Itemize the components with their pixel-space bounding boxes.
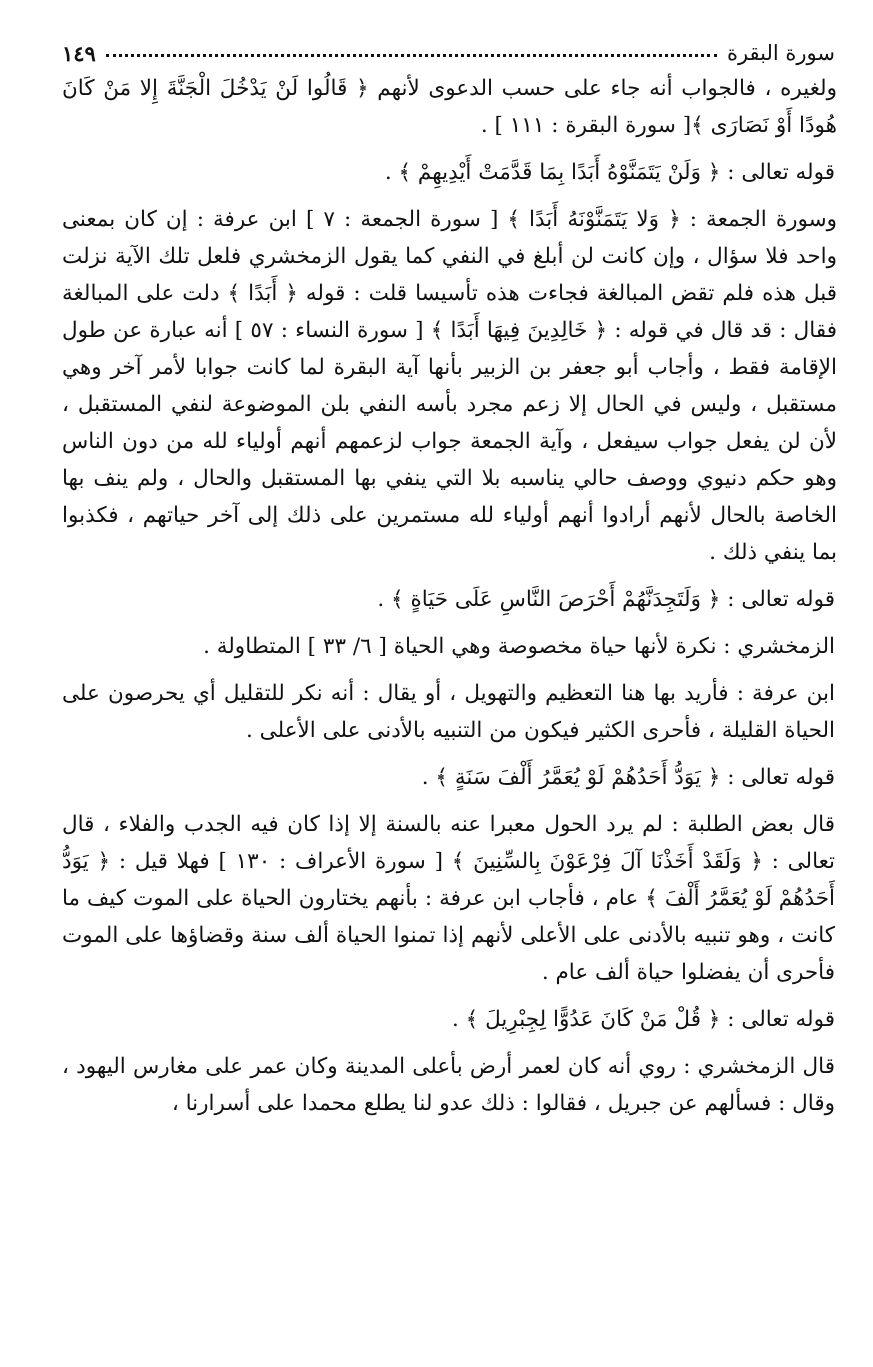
page-number: ١٤٩ — [62, 40, 96, 66]
paragraph: قال بعض الطلبة : لم يرد الحول معبرا عنه بالسنة إلا إذا كان فيه الجدب والفلاء ، قال تعالى : ﴿ وَلَقَدْ أَخَذْنَا آلَ فِرْعَوْنَ بِالسِّنِينَ ﴾ [ سورة الأعراف : ١٣٠ ] فهلا قيل : ﴿ يَوَدُّ أَحَدُهُمْ لَوْ يُعَمَّرُ أَلْفَ ﴾ عام ، فأجاب ابن عرفة : بأنهم يختارون الحياة على الموت كيف ما كانت ، وهو تنبيه بالأدنى على الأعلى لأنهم إذا تمنوا الحياة ألف سنة وقضاؤها على الموت فأحرى أن يفضلوا حياة ألف عام . — [62, 812, 835, 985]
verse-heading: قوله تعالى : ﴿ وَلَتَجِدَنَّهُمْ أَحْرَصَ النَّاسِ عَلَى حَيَاةٍ ﴾ . — [377, 587, 835, 612]
paragraph: وسورة الجمعة : ﴿ وَلا يَتَمَنَّوْنَهُ أَبَدًا ﴾ [ سورة الجمعة : ٧ ] ابن عرفة : إن كان بمعنى واحد فلا سؤال ، وإن كانت لن أبلغ في النفي كما يقول الزمخشري فلعل تلك الآية نزلت قبل هذه فلم تقض المبالغة فجاءت هذه تأسيسا قلت : قوله ﴿ أَبَدًا ﴾ دلت على المبالغة فقال : قد قال في قوله : ﴿ خَالِدِينَ فِيهَا أَبَدًا ﴾ [ سورة النساء : ٥٧ ] أنه عبارة عن طول الإقامة فقط ، وأجاب أبو جعفر بن الزبير بأنها آية البقرة لما كانت جوابا لأمر آخر وهي مستقبل ، وليس في الحال إلا زعم مجرد بأسه النفي بلن الموضوعة لنفي المستقبل ، لأن لن يفعل جواب سيفعل ، وآية الجمعة جواب لزعمهم أنهم أولياء لله من دون الناس وهو حكم دنيوي ووصف حالي يناسبه بلا التي ينفي بها المستقبل والحال ، ولم ينف بها الخاصة بالحال لأنهم أرادوا أنهم أولياء لله مستمرين على ذلك إلى آخر حياتهم ، فكذبوا بما ينفي ذلك . — [62, 207, 837, 565]
page-body — [62, 70, 837, 1122]
paragraph: قال الزمخشري : روي أنه كان لعمر أرض بأعلى المدينة وكان عمر على مغارس اليهود ، وقال : فسألهم عن جبريل ، فقالوا : ذلك عدو لنا يطلع محمدا على أسرارنا ، — [62, 1054, 835, 1116]
dotted-leader — [106, 54, 717, 57]
running-header — [62, 38, 835, 68]
verse-heading: قوله تعالى : ﴿ قُلْ مَنْ كَانَ عَدُوًّا لِجِبْرِيلَ ﴾ . — [452, 1007, 835, 1032]
surah-title: سورة البقرة — [726, 41, 835, 65]
paragraph: ولغيره ، فالجواب أنه جاء على حسب الدعوى لأنهم ﴿ قَالُوا لَنْ يَدْخُلَ الْجَنَّةَ إِلا مَنْ كَانَ هُودًا أَوْ نَصَارَى ﴾[ سورة البقرة : ١١١ ] . — [62, 76, 837, 138]
paragraph: الزمخشري : نكرة لأنها حياة مخصوصة وهي الحياة [ ٦/ ٣٣ ] المتطاولة . — [203, 634, 835, 659]
verse-heading: قوله تعالى : ﴿ وَلَنْ يَتَمَنَّوْهُ أَبَدًا بِمَا قَدَّمَتْ أَيْدِيهِمْ ﴾ . — [384, 160, 835, 185]
verse-heading: قوله تعالى : ﴿ يَوَدُّ أَحَدُهُمْ لَوْ يُعَمَّرُ أَلْفَ سَنَةٍ ﴾ . — [421, 765, 835, 790]
paragraph: ابن عرفة : فأريد بها هنا التعظيم والتهويل ، أو يقال : أنه نكر للتقليل أي يحرصون على الحياة القليلة ، فأحرى الكثير فيكون من التنبيه بالأدنى على الأعلى . — [62, 681, 835, 743]
